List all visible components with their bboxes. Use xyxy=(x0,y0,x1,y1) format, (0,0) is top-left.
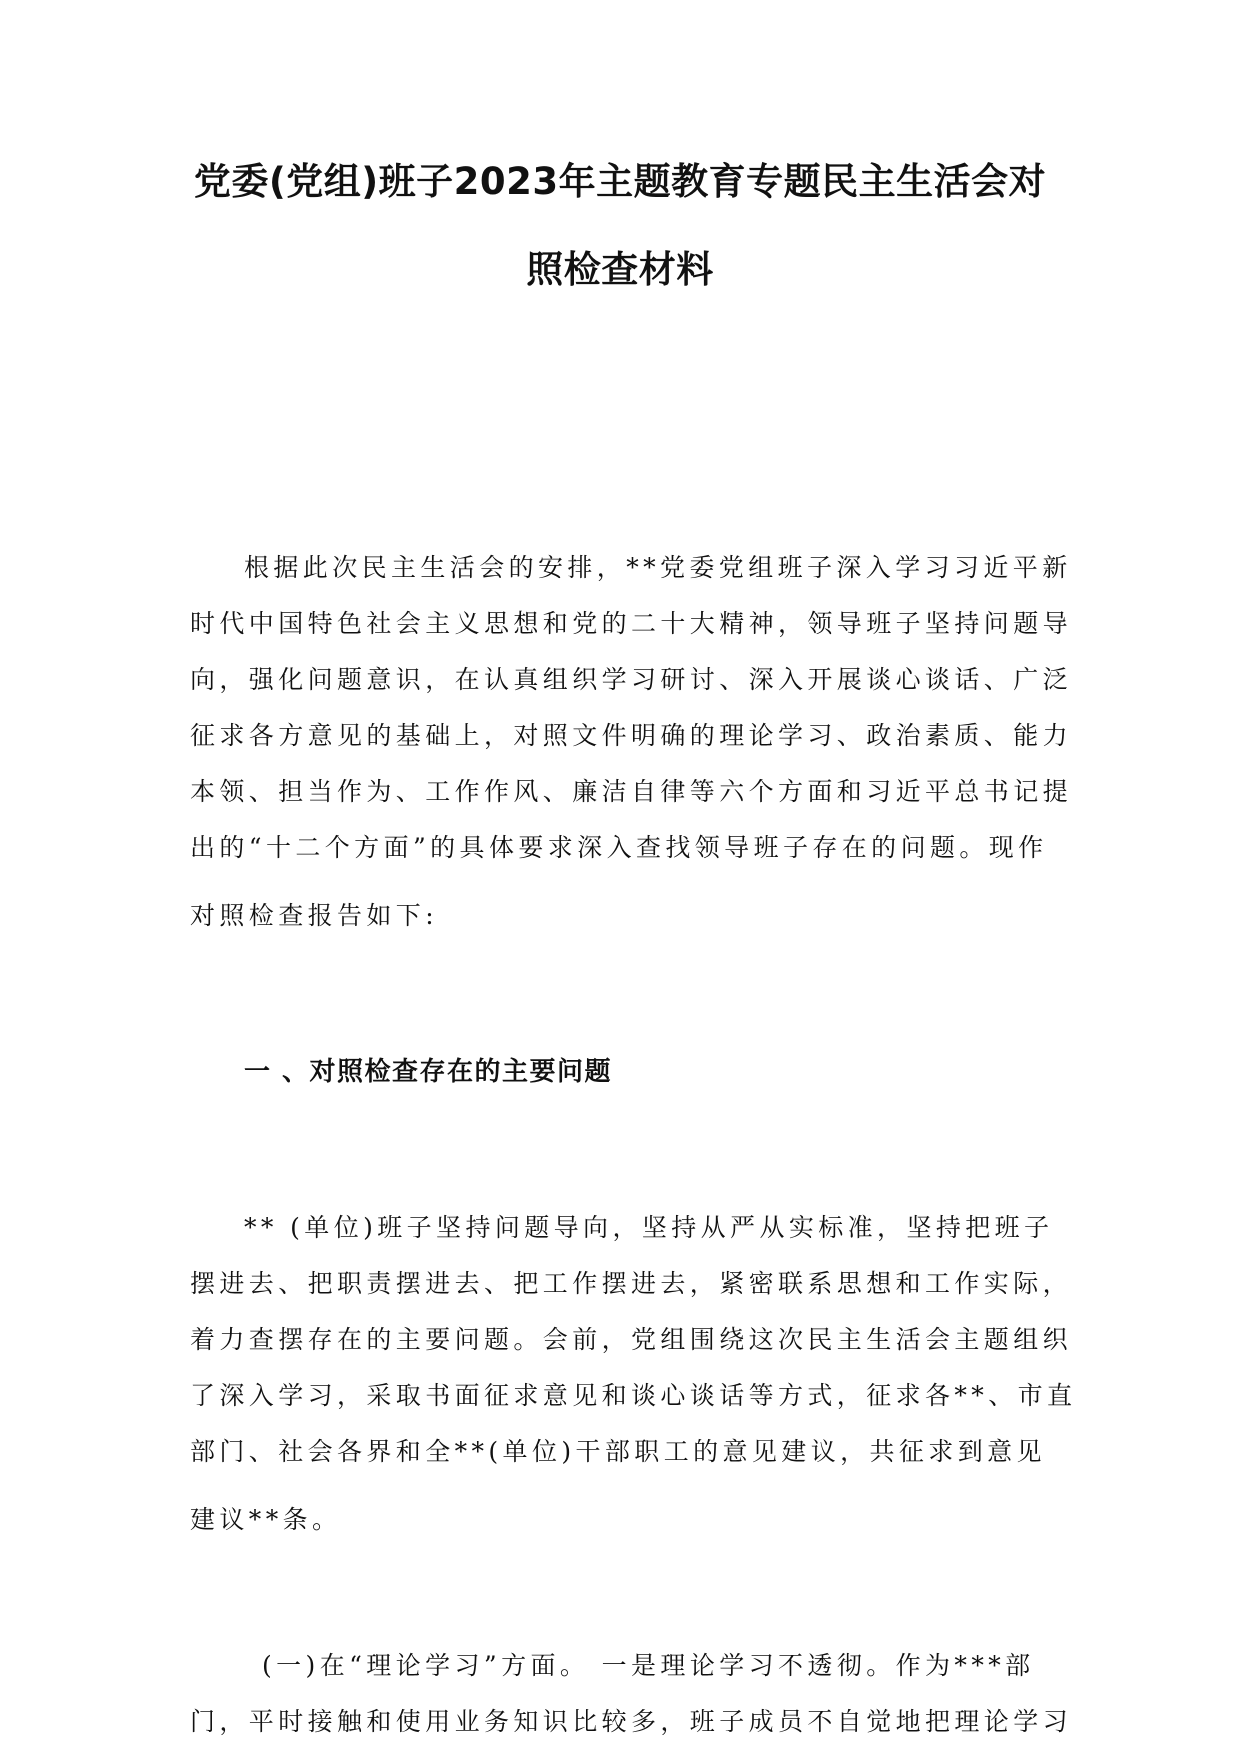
intro-paragraph xyxy=(190,540,1073,944)
intro-line: 出的“十二个方面”的具体要求深入查找领导班子存在的问题。现作 xyxy=(190,833,1048,862)
document-title-line-2: 照检查材料 xyxy=(526,248,714,291)
section-1-heading: 一 、对照检查存在的主要问题 xyxy=(244,1057,613,1087)
intro-line: 时代中国特色社会主义思想和党的二十大精神，领导班子坚持问题导 xyxy=(190,609,1073,638)
intro-line: 根据此次民主生活会的安排，**党委党组班子深入学习习近平新 xyxy=(244,553,1072,582)
subsection-1-paragraph xyxy=(190,1638,1073,1750)
intro-line: 征求各方意见的基础上，对照文件明确的理论学习、政治素质、能力 xyxy=(190,721,1073,750)
section-1-paragraph xyxy=(190,1200,1077,1548)
subsection-1-line: 门，平时接触和使用业务知识比较多，班子成员不自觉地把理论学习 xyxy=(190,1707,1073,1736)
section-1-line: 建议**条。 xyxy=(190,1505,342,1534)
intro-line: 对照检查报告如下: xyxy=(190,901,439,930)
document-title-line-1: 党委(党组)班子2023年主题教育专题民主生活会对 xyxy=(193,160,1047,203)
section-1-line: 摆进去、把职责摆进去、把工作摆进去，紧密联系思想和工作实际， xyxy=(190,1269,1073,1298)
intro-line: 本领、担当作为、工作作风、廉洁自律等六个方面和习近平总书记提 xyxy=(190,777,1073,806)
section-1-line: 部门、社会各界和全**(单位)干部职工的意见建议，共征求到意见 xyxy=(190,1437,1046,1466)
section-1-line: 着力查摆存在的主要问题。会前，党组围绕这次民主生活会主题组织 xyxy=(190,1325,1073,1354)
intro-line: 向，强化问题意识，在认真组织学习研讨、深入开展谈心谈话、广泛 xyxy=(190,665,1073,694)
subsection-1-line: (一)在“理论学习”方面。 一是理论学习不透彻。作为***部 xyxy=(262,1651,1035,1680)
section-1-line: ** (单位)班子坚持问题导向，坚持从严从实标准，坚持把班子 xyxy=(244,1213,1054,1242)
section-1-line: 了深入学习，采取书面征求意见和谈心谈话等方式，征求各**、市直 xyxy=(190,1381,1077,1410)
